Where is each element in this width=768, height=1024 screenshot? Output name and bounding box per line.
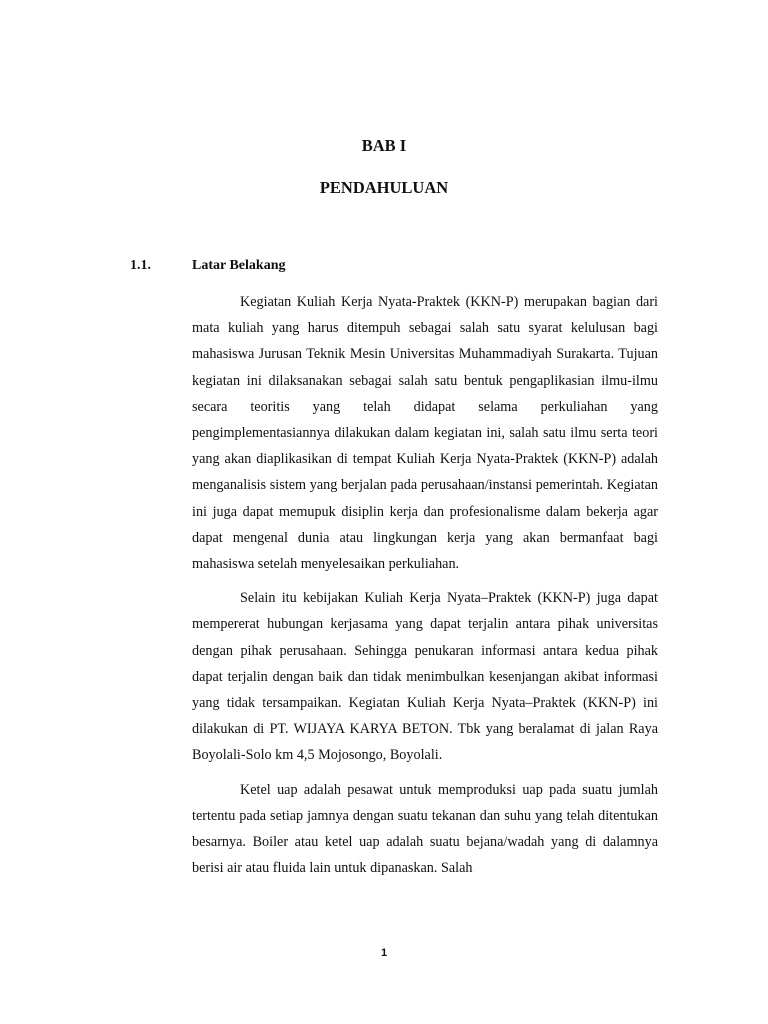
- section-title: Latar Belakang: [192, 258, 286, 273]
- page-number: 1: [380, 947, 388, 959]
- chapter-number: BAB I: [361, 136, 407, 155]
- paragraph-1: Kegiatan Kuliah Kerja Nyata-Praktek (KKN-P) merupakan bagian dari mata kuliah yang harus ditempuh sebagai salah satu syarat kelulusan bagi mahasiswa Jurusan Teknik Mesin Universitas Muhammadiyah Surakarta. Tujuan kegiatan ini dilaksanakan sebagai salah satu bentuk pengaplikasian ilmu-ilmu secara teoritis yang telah didapat selama perkuliahan yang pengimplementasiannya dilakukan dalam kegiatan ini, salah satu ilmu serta teori yang akan diaplikasikan di tempat Kuliah Kerja Nyata-Praktek (KKN-P) adalah menganalisis sistem yang berjalan pada perusahaan/instansi pemerintah. Kegiatan ini juga dapat memupuk disiplin kerja dan profesionalisme dalam bekerja agar dapat mengenal dunia atau lingkungan kerja yang akan bermanfaat bagi mahasiswa setelah menyelesaikan perkuliahan.: [192, 294, 658, 573]
- body-text: [192, 289, 658, 889]
- chapter-title: PENDAHULUAN: [319, 178, 449, 197]
- paragraph-3: Ketel uap adalah pesawat untuk memproduksi uap pada suatu jumlah tertentu pada setiap jamnya dengan suatu tekanan dan suhu yang telah ditentukan besarnya. Boiler atau ketel uap adalah suatu bejana/wadah yang di dalamnya berisi air atau fluida lain untuk dipanaskan. Salah: [192, 781, 658, 877]
- paragraph-2: Selain itu kebijakan Kuliah Kerja Nyata–Praktek (KKN-P) juga dapat mempererat hubungan kerjasama yang dapat terjalin antara pihak universitas dengan pihak perusahaan. Sehingga penukaran informasi antara kedua pihak dapat terjalin dengan baik dan tidak menimbulkan kesenjangan akibat informasi yang tidak tersampaikan. Kegiatan Kuliah Kerja Nyata–Praktek (KKN-P) ini dilakukan di PT. WIJAYA KARYA BETON. Tbk yang beralamat di jalan Raya Boyolali-Solo km 4,5 Mojosongo, Boyolali.: [192, 590, 658, 764]
- section-number: 1.1.: [130, 258, 151, 273]
